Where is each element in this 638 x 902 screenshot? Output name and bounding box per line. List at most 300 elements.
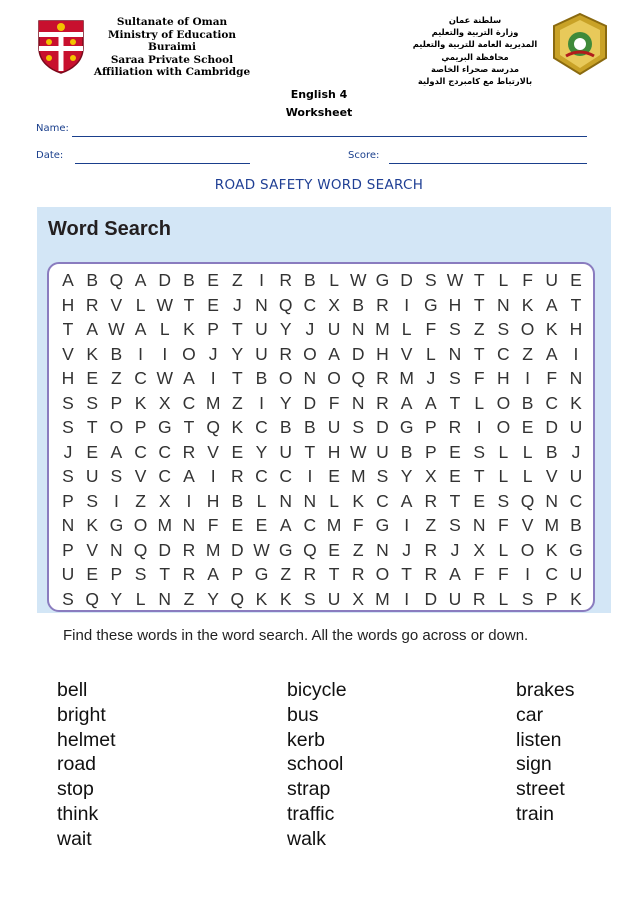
grid-letter[interactable]: G xyxy=(157,417,172,437)
grid-letter[interactable]: E xyxy=(86,441,99,462)
grid-letter[interactable]: R xyxy=(279,343,292,364)
grid-letter[interactable]: A xyxy=(328,343,340,364)
grid-letter[interactable]: N xyxy=(110,539,123,560)
grid-letter[interactable]: C xyxy=(279,466,292,486)
grid-letter[interactable]: Q xyxy=(206,417,220,437)
grid-letter[interactable]: U xyxy=(569,466,583,486)
grid-letter[interactable]: L xyxy=(522,441,533,462)
grid-letter[interactable]: W xyxy=(349,270,367,290)
grid-letter[interactable]: S xyxy=(62,392,74,413)
grid-letter[interactable]: M xyxy=(326,515,342,535)
grid-letter[interactable]: E xyxy=(207,294,219,315)
grid-letter[interactable]: E xyxy=(521,417,534,437)
grid-letter[interactable]: L xyxy=(135,588,146,609)
grid-letter[interactable]: F xyxy=(425,319,437,339)
grid-letter[interactable]: R xyxy=(376,368,389,388)
grid-letter[interactable]: O xyxy=(327,368,341,388)
grid-letter[interactable]: E xyxy=(86,368,99,388)
grid-letter[interactable]: N xyxy=(545,490,559,511)
grid-letter[interactable]: G xyxy=(424,294,438,315)
grid-letter[interactable]: T xyxy=(401,564,412,584)
grid-letter[interactable]: T xyxy=(62,319,74,339)
grid-letter[interactable]: S xyxy=(86,392,99,413)
grid-letter[interactable]: S xyxy=(134,564,147,584)
grid-letter[interactable]: F xyxy=(352,515,364,535)
grid-letter[interactable]: U xyxy=(255,343,268,364)
grid-letter[interactable]: Z xyxy=(231,270,243,290)
grid-letter[interactable]: E xyxy=(231,515,244,535)
grid-letter[interactable]: D xyxy=(424,588,438,609)
grid-letter[interactable]: I xyxy=(573,343,579,364)
grid-letter[interactable]: T xyxy=(449,490,461,511)
grid-letter[interactable]: A xyxy=(134,270,147,290)
grid-letter[interactable]: L xyxy=(498,441,509,462)
grid-letter[interactable]: D xyxy=(545,417,559,437)
grid-letter[interactable]: F xyxy=(473,368,485,388)
grid-letter[interactable]: T xyxy=(183,417,195,437)
grid-letter[interactable]: U xyxy=(569,564,583,584)
grid-letter[interactable]: T xyxy=(231,368,243,388)
grid-letter[interactable]: A xyxy=(424,392,437,413)
grid-letter[interactable]: B xyxy=(352,294,365,315)
grid-letter[interactable]: I xyxy=(210,368,216,388)
grid-letter[interactable]: M xyxy=(205,539,221,560)
grid-letter[interactable]: Y xyxy=(279,319,292,339)
grid-letter[interactable]: M xyxy=(375,588,390,609)
grid-letter[interactable]: J xyxy=(426,368,436,388)
grid-letter[interactable]: B xyxy=(570,515,582,535)
grid-letter[interactable]: R xyxy=(85,294,99,315)
grid-letter[interactable]: Y xyxy=(279,392,292,413)
grid-letter[interactable]: W xyxy=(349,441,367,462)
grid-letter[interactable]: R xyxy=(448,417,462,437)
grid-letter[interactable]: D xyxy=(376,417,389,437)
grid-letter[interactable]: D xyxy=(303,392,317,413)
grid-letter[interactable]: I xyxy=(476,417,482,437)
grid-letter[interactable]: Z xyxy=(183,588,195,609)
grid-letter[interactable]: F xyxy=(498,515,509,535)
grid-letter[interactable]: P xyxy=(62,490,74,511)
grid-letter[interactable]: E xyxy=(449,441,461,462)
grid-letter[interactable]: S xyxy=(352,417,365,437)
grid-letter[interactable]: Z xyxy=(473,319,485,339)
grid-letter[interactable]: V xyxy=(62,343,74,364)
grid-letter[interactable]: I xyxy=(259,392,264,413)
grid-letter[interactable]: U xyxy=(327,588,341,609)
grid-letter[interactable]: B xyxy=(255,368,268,388)
grid-letter[interactable]: J xyxy=(450,539,460,560)
grid-letter[interactable]: L xyxy=(135,294,146,315)
grid-letter[interactable]: B xyxy=(304,270,316,290)
grid-letter[interactable]: Q xyxy=(230,588,245,609)
grid-letter[interactable]: O xyxy=(133,515,148,535)
grid-letter[interactable]: A xyxy=(183,466,195,486)
grid-letter[interactable]: T xyxy=(231,319,243,339)
grid-letter[interactable]: N xyxy=(569,368,583,388)
grid-letter[interactable]: X xyxy=(424,466,437,486)
grid-letter[interactable]: O xyxy=(496,417,511,437)
grid-letter[interactable]: R xyxy=(303,564,317,584)
grid-letter[interactable]: V xyxy=(521,515,534,535)
grid-letter[interactable]: S xyxy=(449,515,461,535)
grid-letter[interactable]: E xyxy=(449,466,461,486)
grid-letter[interactable]: W xyxy=(446,270,464,290)
grid-letter[interactable]: J xyxy=(63,441,73,462)
grid-letter[interactable]: T xyxy=(473,270,485,290)
grid-letter[interactable]: O xyxy=(303,343,317,364)
grid-letter[interactable]: F xyxy=(328,392,340,413)
grid-letter[interactable]: S xyxy=(62,588,74,609)
grid-letter[interactable]: A xyxy=(545,343,558,364)
grid-letter[interactable]: Y xyxy=(110,588,123,609)
grid-letter[interactable]: V xyxy=(207,441,219,462)
grid-letter[interactable]: B xyxy=(400,441,413,462)
grid-letter[interactable]: I xyxy=(162,343,168,364)
grid-letter[interactable]: L xyxy=(401,319,412,339)
grid-letter[interactable]: B xyxy=(86,270,99,290)
grid-letter[interactable]: P xyxy=(110,564,123,584)
grid-letter[interactable]: A xyxy=(183,368,195,388)
grid-letter[interactable]: A xyxy=(449,564,461,584)
grid-letter[interactable]: S xyxy=(449,368,461,388)
grid-letter[interactable]: E xyxy=(328,539,340,560)
grid-letter[interactable]: S xyxy=(449,319,461,339)
grid-letter[interactable]: Q xyxy=(520,490,535,511)
grid-letter[interactable]: R xyxy=(182,539,196,560)
grid-letter[interactable]: B xyxy=(545,441,558,462)
grid-letter[interactable]: Z xyxy=(352,539,364,560)
grid-letter[interactable]: D xyxy=(400,270,413,290)
grid-letter[interactable]: P xyxy=(545,588,558,609)
grid-letter[interactable]: N xyxy=(279,490,292,511)
grid-letter[interactable]: X xyxy=(158,490,171,511)
grid-letter[interactable]: J xyxy=(305,319,315,339)
grid-letter[interactable]: L xyxy=(425,343,436,364)
grid-letter[interactable]: O xyxy=(109,417,124,437)
grid-letter[interactable]: U xyxy=(327,319,341,339)
grid-letter[interactable]: V xyxy=(545,466,558,486)
grid-letter[interactable]: D xyxy=(230,539,244,560)
grid-letter[interactable]: N xyxy=(158,588,172,609)
grid-letter[interactable]: A xyxy=(62,270,74,290)
grid-letter[interactable]: Z xyxy=(280,564,292,584)
grid-letter[interactable]: C xyxy=(303,294,317,315)
grid-letter[interactable]: E xyxy=(570,270,582,290)
grid-letter[interactable]: H xyxy=(448,294,462,315)
grid-letter[interactable]: C xyxy=(545,392,559,413)
grid-letter[interactable]: T xyxy=(473,294,485,315)
grid-letter[interactable]: A xyxy=(110,441,123,462)
grid-letter[interactable]: I xyxy=(113,490,119,511)
grid-letter[interactable]: U xyxy=(61,564,75,584)
grid-letter[interactable]: L xyxy=(329,270,339,290)
grid-letter[interactable]: I xyxy=(525,564,530,584)
grid-letter[interactable]: S xyxy=(497,319,510,339)
grid-letter[interactable]: G xyxy=(399,417,414,437)
grid-letter[interactable]: V xyxy=(400,343,413,364)
grid-letter[interactable]: C xyxy=(134,441,147,462)
grid-letter[interactable]: H xyxy=(327,441,341,462)
grid-letter[interactable]: R xyxy=(182,564,196,584)
grid-letter[interactable]: I xyxy=(138,343,143,364)
grid-letter[interactable]: K xyxy=(521,294,534,315)
grid-letter[interactable]: T xyxy=(473,343,485,364)
grid-letter[interactable]: F xyxy=(522,270,533,290)
grid-letter[interactable]: L xyxy=(498,466,509,486)
grid-letter[interactable]: F xyxy=(546,368,558,388)
grid-letter[interactable]: Z xyxy=(522,343,533,364)
grid-letter[interactable]: J xyxy=(232,294,242,315)
grid-letter[interactable]: K xyxy=(255,588,268,609)
grid-letter[interactable]: J xyxy=(571,441,581,462)
grid-letter[interactable]: O xyxy=(278,368,293,388)
grid-letter[interactable]: L xyxy=(498,270,509,290)
grid-letter[interactable]: L xyxy=(498,588,509,609)
grid-letter[interactable]: G xyxy=(109,515,124,535)
grid-letter[interactable]: E xyxy=(231,441,244,462)
grid-letter[interactable]: I xyxy=(259,270,264,290)
grid-letter[interactable]: N xyxy=(351,392,365,413)
grid-letter[interactable]: P xyxy=(62,539,74,560)
name-line[interactable] xyxy=(72,136,587,137)
grid-letter[interactable]: Q xyxy=(133,539,148,560)
grid-letter[interactable]: B xyxy=(279,417,292,437)
grid-letter[interactable]: Q xyxy=(109,270,124,290)
grid-letter[interactable]: Z xyxy=(111,368,122,388)
date-line[interactable] xyxy=(75,163,250,164)
grid-letter[interactable]: F xyxy=(473,564,485,584)
grid-letter[interactable]: J xyxy=(402,539,411,560)
grid-letter[interactable]: B xyxy=(521,392,534,413)
grid-letter[interactable]: N xyxy=(376,539,389,560)
grid-letter[interactable]: X xyxy=(352,588,365,609)
grid-letter[interactable]: Q xyxy=(85,588,99,609)
grid-letter[interactable]: K xyxy=(545,539,558,560)
grid-letter[interactable]: B xyxy=(304,417,316,437)
grid-letter[interactable]: L xyxy=(474,392,485,413)
grid-letter[interactable]: U xyxy=(376,441,389,462)
grid-letter[interactable]: H xyxy=(376,343,389,364)
grid-letter[interactable]: M xyxy=(399,368,414,388)
grid-letter[interactable]: T xyxy=(570,294,582,315)
grid-letter[interactable]: C xyxy=(255,417,268,437)
grid-letter[interactable]: C xyxy=(182,392,196,413)
grid-letter[interactable]: N xyxy=(448,343,462,364)
grid-letter[interactable]: G xyxy=(278,539,293,560)
grid-letter[interactable]: N xyxy=(61,515,75,535)
grid-letter[interactable]: M xyxy=(157,515,173,535)
grid-letter[interactable]: N xyxy=(303,368,317,388)
grid-letter[interactable]: N xyxy=(303,490,317,511)
grid-letter[interactable]: Z xyxy=(231,392,243,413)
grid-letter[interactable]: H xyxy=(61,368,75,388)
grid-letter[interactable]: C xyxy=(158,441,172,462)
grid-letter[interactable]: L xyxy=(522,466,533,486)
grid-letter[interactable]: Y xyxy=(207,588,219,609)
grid-letter[interactable]: M xyxy=(350,466,366,486)
grid-letter[interactable]: R xyxy=(424,539,438,560)
grid-letter[interactable]: T xyxy=(328,564,340,584)
grid-letter[interactable]: V xyxy=(134,466,147,486)
grid-letter[interactable]: S xyxy=(497,490,510,511)
grid-letter[interactable]: D xyxy=(158,270,172,290)
grid-letter[interactable]: K xyxy=(279,588,292,609)
grid-letter[interactable]: R xyxy=(424,564,438,584)
grid-letter[interactable]: B xyxy=(110,343,123,364)
grid-letter[interactable]: N xyxy=(472,515,486,535)
grid-letter[interactable]: X xyxy=(158,392,171,413)
grid-letter[interactable]: R xyxy=(230,466,244,486)
grid-letter[interactable]: M xyxy=(544,515,560,535)
grid-letter[interactable]: L xyxy=(329,490,339,511)
grid-letter[interactable]: H xyxy=(569,319,583,339)
grid-letter[interactable]: C xyxy=(569,490,583,511)
grid-letter[interactable]: P xyxy=(424,417,437,437)
grid-letter[interactable]: P xyxy=(207,319,219,339)
grid-letter[interactable]: R xyxy=(376,392,389,413)
grid-letter[interactable]: W xyxy=(253,539,270,560)
grid-letter[interactable]: Q xyxy=(303,539,317,560)
grid-letter[interactable]: H xyxy=(206,490,220,511)
grid-letter[interactable]: C xyxy=(255,466,268,486)
grid-letter[interactable]: C xyxy=(158,466,172,486)
grid-letter[interactable]: S xyxy=(62,466,74,486)
grid-letter[interactable]: E xyxy=(255,515,268,535)
grid-letter[interactable]: Y xyxy=(400,466,413,486)
grid-letter[interactable]: C xyxy=(545,564,559,584)
grid-letter[interactable]: C xyxy=(376,490,389,511)
grid-letter[interactable]: K xyxy=(86,515,99,535)
grid-letter[interactable]: R xyxy=(424,490,438,511)
grid-letter[interactable]: E xyxy=(207,270,219,290)
grid-letter[interactable]: G xyxy=(375,515,390,535)
grid-letter[interactable]: A xyxy=(279,515,292,535)
grid-letter[interactable]: S xyxy=(376,466,389,486)
grid-letter[interactable]: K xyxy=(231,417,244,437)
grid-letter[interactable]: L xyxy=(159,319,170,339)
grid-letter[interactable]: E xyxy=(473,490,486,511)
grid-letter[interactable]: K xyxy=(570,392,582,413)
grid-letter[interactable]: S xyxy=(110,466,123,486)
grid-letter[interactable]: E xyxy=(328,466,340,486)
grid-letter[interactable]: S xyxy=(521,588,534,609)
grid-letter[interactable]: Z xyxy=(135,490,146,511)
grid-letter[interactable]: H xyxy=(61,294,75,315)
grid-letter[interactable]: L xyxy=(256,490,267,511)
grid-letter[interactable]: G xyxy=(375,270,390,290)
grid-letter[interactable]: B xyxy=(231,490,244,511)
grid-letter[interactable]: K xyxy=(183,319,195,339)
grid-letter[interactable]: T xyxy=(86,417,98,437)
grid-letter[interactable]: R xyxy=(279,270,292,290)
grid-letter[interactable]: A xyxy=(545,294,558,315)
grid-letter[interactable]: U xyxy=(448,588,462,609)
grid-letter[interactable]: I xyxy=(404,588,410,609)
grid-letter[interactable]: N xyxy=(182,515,196,535)
grid-letter[interactable]: B xyxy=(183,270,195,290)
grid-letter[interactable]: F xyxy=(207,515,219,535)
grid-letter[interactable]: Q xyxy=(278,294,293,315)
grid-letter[interactable]: P xyxy=(424,441,437,462)
grid-letter[interactable]: M xyxy=(205,392,221,413)
grid-letter[interactable]: N xyxy=(497,294,510,315)
grid-letter[interactable]: J xyxy=(208,343,218,364)
grid-letter[interactable]: F xyxy=(498,564,509,584)
grid-letter[interactable]: T xyxy=(159,564,171,584)
score-line[interactable] xyxy=(389,163,587,164)
grid-letter[interactable]: W xyxy=(156,368,174,388)
grid-letter[interactable]: T xyxy=(473,466,485,486)
grid-letter[interactable]: A xyxy=(207,564,219,584)
grid-letter[interactable]: K xyxy=(352,490,365,511)
grid-letter[interactable]: C xyxy=(497,343,510,364)
grid-letter[interactable]: O xyxy=(375,564,390,584)
grid-letter[interactable]: W xyxy=(156,294,174,315)
grid-letter[interactable]: A xyxy=(400,490,413,511)
grid-letter[interactable]: I xyxy=(210,466,216,486)
grid-letter[interactable]: K xyxy=(134,392,147,413)
grid-letter[interactable]: Q xyxy=(351,368,366,388)
grid-letter[interactable]: R xyxy=(182,441,196,462)
grid-letter[interactable]: G xyxy=(569,539,583,560)
grid-letter[interactable]: H xyxy=(497,368,510,388)
grid-letter[interactable]: T xyxy=(304,441,316,462)
grid-letter[interactable]: U xyxy=(279,441,292,462)
grid-letter[interactable]: P xyxy=(231,564,244,584)
grid-letter[interactable]: G xyxy=(254,564,269,584)
grid-letter[interactable]: P xyxy=(110,392,123,413)
grid-letter[interactable]: I xyxy=(525,368,530,388)
grid-letter[interactable]: O xyxy=(520,539,535,560)
grid-letter[interactable]: Z xyxy=(425,515,437,535)
grid-letter[interactable]: X xyxy=(473,539,486,560)
grid-letter[interactable]: A xyxy=(86,319,99,339)
grid-letter[interactable]: I xyxy=(404,515,410,535)
grid-letter[interactable]: T xyxy=(183,294,195,315)
grid-letter[interactable]: Y xyxy=(231,343,244,364)
grid-letter[interactable]: V xyxy=(110,294,123,315)
grid-letter[interactable]: C xyxy=(134,368,147,388)
grid-letter[interactable]: U xyxy=(327,417,341,437)
grid-letter[interactable]: U xyxy=(255,319,268,339)
grid-letter[interactable]: C xyxy=(303,515,317,535)
grid-letter[interactable]: M xyxy=(375,319,390,339)
grid-letter[interactable]: K xyxy=(570,588,582,609)
grid-letter[interactable]: Y xyxy=(255,441,268,462)
grid-letter[interactable]: I xyxy=(307,466,313,486)
grid-letter[interactable]: K xyxy=(86,343,99,364)
grid-letter[interactable]: O xyxy=(496,392,511,413)
grid-letter[interactable]: E xyxy=(86,564,99,584)
grid-letter[interactable]: T xyxy=(449,392,461,413)
grid-letter[interactable]: S xyxy=(424,270,437,290)
grid-letter[interactable]: K xyxy=(545,319,558,339)
grid-letter[interactable]: S xyxy=(86,490,99,511)
grid-letter[interactable]: X xyxy=(328,294,340,315)
grid-letter[interactable]: N xyxy=(351,319,365,339)
grid-letter[interactable]: I xyxy=(186,490,192,511)
grid-letter[interactable]: U xyxy=(545,270,559,290)
grid-letter[interactable]: U xyxy=(85,466,99,486)
grid-letter[interactable]: O xyxy=(520,319,535,339)
grid-letter[interactable]: I xyxy=(404,294,410,315)
grid-letter[interactable]: S xyxy=(304,588,316,609)
grid-letter[interactable]: S xyxy=(62,417,74,437)
grid-letter[interactable]: W xyxy=(108,319,125,339)
grid-letter[interactable]: U xyxy=(569,417,583,437)
grid-letter[interactable]: L xyxy=(498,539,509,560)
grid-letter[interactable]: V xyxy=(86,539,99,560)
